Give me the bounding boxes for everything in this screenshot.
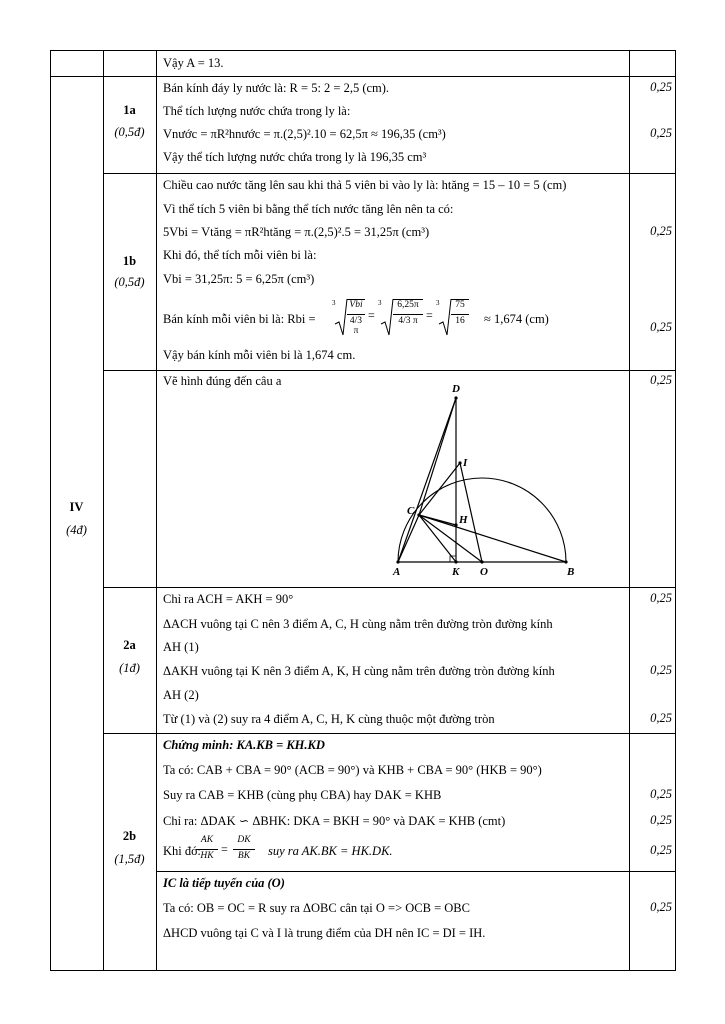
text-2b-line2: Ta có: CAB + CBA = 90° (ACB = 90°) và KHB + CBA = 90° (HKB = 90°) xyxy=(163,763,542,777)
text-2b-heading1: Chứng minh: KA.KB = KH.KD xyxy=(163,738,325,752)
root-index-3: 3 xyxy=(436,299,440,307)
section-points: (4đ) xyxy=(66,523,87,537)
text-1a-line1: Bán kính đáy ly nước là: R = 5: 2 = 2,5 (cm). xyxy=(163,81,390,95)
geometry-figure xyxy=(380,380,590,580)
score-1a-1: 0,25 xyxy=(650,80,672,94)
score-2a-1: 0,25 xyxy=(650,591,672,605)
text-1b-line3: 5Vbi = Vtăng = πR²htăng = π.(2,5)².5 = 31,25π (cm³) xyxy=(163,225,430,239)
score-2a-2: 0,25 xyxy=(650,663,672,677)
score-2b-3: 0,25 xyxy=(650,843,672,857)
point-B: B xyxy=(567,566,575,578)
score-2b-4: 0,25 xyxy=(650,900,672,914)
score-2b-1: 0,25 xyxy=(650,787,672,801)
text-1b-radius-label: Bán kính mỗi viên bi là: Rbi = xyxy=(163,312,316,326)
ratio-d2: BK xyxy=(237,851,251,861)
top-row-text: Vậy A = 13. xyxy=(163,56,224,70)
radius-formula: 3 Vbi 4/3 π = 3 6,25π 4/3 π = 3 75 16 xyxy=(332,296,482,340)
text-1b-line1: Chiều cao nước tăng lên sau khi thả 5 viên bi vào ly là: htăng = 15 – 10 = 5 (cm) xyxy=(163,178,567,192)
points-1b: (0,5đ) xyxy=(114,275,145,289)
text-1b-radius-value: ≈ 1,674 (cm) xyxy=(484,312,549,326)
frac1-numerator: Vbi xyxy=(349,300,363,310)
section-id: IV xyxy=(69,500,84,514)
label-1a: 1a xyxy=(123,103,136,117)
frac1-denominator: 4/3 π xyxy=(349,316,363,336)
text-1b-line2: Vì thể tích 5 viên bi bằng thể tích nước tăng lên nên ta có: xyxy=(163,202,454,216)
frac2-numerator: 6,25π xyxy=(397,300,419,310)
score-1a-2: 0,25 xyxy=(650,126,672,140)
text-1a-line4: Vậy thể tích lượng nước chứa trong ly là 196,35 cm³ xyxy=(163,150,427,164)
point-O: O xyxy=(480,566,488,578)
text-1a-line3: Vnước = πR²hnước = π.(2,5)².10 = 62,5π ≈ 196,35 (cm³) xyxy=(163,127,446,141)
root-index-1: 3 xyxy=(332,299,336,307)
text-2b-conclusion: suy ra AK.BK = HK.DK. xyxy=(268,844,393,858)
score-2b-2: 0,25 xyxy=(650,813,672,827)
ratio-n2: DK xyxy=(237,835,251,845)
points-2a: (1đ) xyxy=(119,661,140,675)
label-1b: 1b xyxy=(122,254,137,268)
text-2a-line1: Chỉ ra ACH = AKH = 90° xyxy=(163,592,294,606)
text-2b-line8: Ta có: OB = OC = R suy ra ΔOBC cân tại O => OCB = OBC xyxy=(163,901,470,915)
ratio-fraction: AK HK = DK BK xyxy=(196,834,266,866)
label-2a: 2a xyxy=(123,638,136,652)
text-2b-khido: Khi đó: xyxy=(163,844,201,858)
points-1a: (0,5đ) xyxy=(114,125,145,139)
text-2a-line3: AH (1) xyxy=(163,640,199,654)
text-2b-line3: Suy ra CAB = KHB (cùng phụ CBA) hay DAK = KHB xyxy=(163,788,442,802)
ratio-n1: AK xyxy=(200,835,214,845)
text-2b-line4: Chỉ ra: ΔDAK ∽ ΔBHK: DKA = BKH = 90° và DAK = KHB (cmt) xyxy=(163,814,506,828)
text-1a-line2: Thể tích lượng nước chứa trong ly là: xyxy=(163,104,351,118)
frac2-denominator: 4/3 π xyxy=(398,316,418,326)
ratio-d1: HK xyxy=(200,851,214,861)
root-index-2: 3 xyxy=(378,299,382,307)
point-K: K xyxy=(452,566,460,578)
text-2a-line2: ΔACH vuông tại C nên 3 điểm A, C, H cùng nằm trên đường tròn đường kính xyxy=(163,617,553,631)
text-1b-line4: Khi đó, thể tích mỗi viên bi là: xyxy=(163,248,317,262)
label-2b: 2b xyxy=(122,829,137,843)
text-2a-line5: AH (2) xyxy=(163,688,199,702)
point-A: A xyxy=(393,566,401,578)
text-1b-line8: Vậy bán kính mỗi viên bi là 1,674 cm. xyxy=(163,348,356,362)
score-figure: 0,25 xyxy=(650,373,672,387)
point-I: I xyxy=(463,457,468,469)
point-D: D xyxy=(452,383,460,395)
frac3-denominator: 16 xyxy=(455,316,465,326)
figure-caption: Vẽ hình đúng đến câu a xyxy=(163,374,282,388)
text-2a-line6: Từ (1) và (2) suy ra 4 điểm A, C, H, K cùng thuộc một đường tròn xyxy=(163,712,495,726)
text-2b-line9: ΔHCD vuông tại C và I là trung điểm của DH nên IC = DI = IH. xyxy=(163,926,486,940)
point-H: H xyxy=(459,514,468,526)
points-2b: (1,5đ) xyxy=(114,852,145,866)
score-2a-3: 0,25 xyxy=(650,711,672,725)
frac3-numerator: 75 xyxy=(455,300,465,310)
point-C: C xyxy=(407,505,415,517)
text-2a-line4: ΔAKH vuông tại K nên 3 điểm A, K, H cùng nằm trên đường tròn đường kính xyxy=(163,664,555,678)
score-1b-2: 0,25 xyxy=(650,320,672,334)
text-2b-heading2: IC là tiếp tuyến của (O) xyxy=(163,876,285,890)
text-1b-line5: Vbi = 31,25π: 5 = 6,25π (cm³) xyxy=(163,272,315,286)
score-1b-1: 0,25 xyxy=(650,224,672,238)
